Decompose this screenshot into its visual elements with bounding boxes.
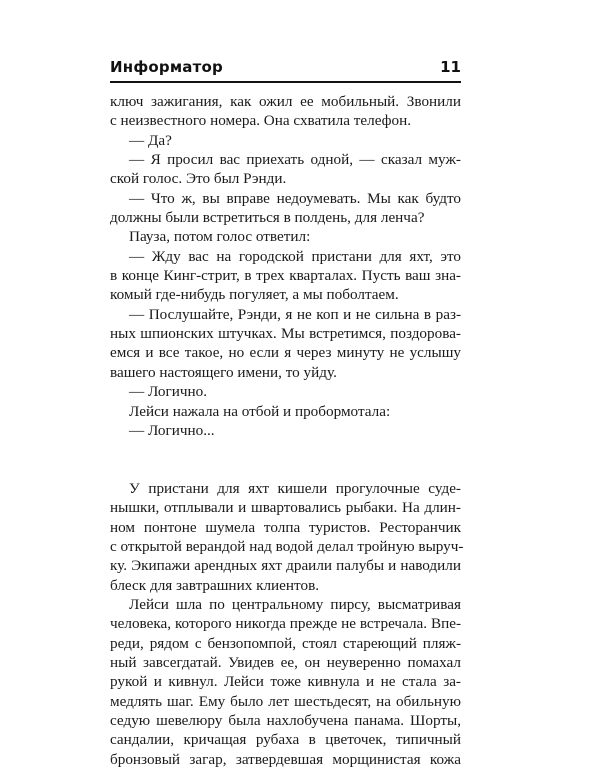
text-line: Пауза, потом голос ответил: xyxy=(129,228,311,246)
text-line: должны были встретиться в полдень, для ленча? xyxy=(110,209,425,227)
text-line: — Логично... xyxy=(129,421,215,439)
text-line: с неизвестного номера. Она схватила телефон. xyxy=(110,112,411,130)
running-title: Информатор xyxy=(110,58,223,76)
text-line: комый где-нибудь погуляет, а мы поболтаем. xyxy=(110,286,399,304)
text-line: вашего настоящего имени, то уйду. xyxy=(110,363,337,381)
text-line: в конце Кинг-стрит, в трех кварталах. Пусть ваш зна- xyxy=(110,267,461,285)
text-line: — Послушайте, Рэнди, я не коп и не сильна в раз- xyxy=(129,305,461,323)
text-line: У пристани для яхт кишели прогулочные суде- xyxy=(129,479,461,497)
header-rule xyxy=(110,81,461,83)
text-line: — Что ж, вы вправе недоумевать. Мы как будто xyxy=(129,189,461,207)
section-break xyxy=(110,440,461,479)
text-line: седую шевелюру была нахлобучена панама. Шорты, xyxy=(110,712,461,729)
text-line: ный завсегдатай. Увидев ее, он неуверенно помахал xyxy=(110,653,461,671)
text-line: с открытой верандой над водой делал тройную выруч- xyxy=(110,537,464,555)
text-line: ном понтоне шумела толпа туристов. Ресторанчик xyxy=(110,518,461,536)
text-line: — Я просил вас приехать одной, — сказал муж- xyxy=(129,151,461,169)
text-line: ской голос. Это был Рэнди. xyxy=(110,170,287,188)
text-line: ключ зажигания, как ожил ее мобильный. Звонили xyxy=(110,93,461,110)
text-line: ных шпионских штучках. Мы встретимся, поздорова- xyxy=(110,325,461,343)
text-line: Лейси нажала на отбой и пробормотала: xyxy=(129,402,391,420)
text-line: реди, рядом с бензопомпой, стоял стареющий пляж- xyxy=(110,634,461,652)
text-line: емся и все такое, но если я через минуту не услышу xyxy=(110,344,461,362)
page-header xyxy=(110,56,461,82)
text-line: Лейси шла по центральному пирсу, высматривая xyxy=(129,595,461,613)
text-line: — Жду вас на городской пристани для яхт, это xyxy=(129,247,461,265)
text-line: медлять шаг. Ему было лет шестьдесят, на обильную xyxy=(110,692,461,710)
text-line: нышки, отплывали и швартовались рыбаки. На длин- xyxy=(110,499,461,517)
page-number: 11 xyxy=(440,58,461,76)
text-line: ку. Экипажи арендных яхт драили палубы и наводили xyxy=(110,557,461,575)
text-line: рукой и кивнул. Лейси тоже кивнула и не стала за- xyxy=(110,673,461,691)
text-line: сандалии, кричащая рубаха в цветочек, типичный xyxy=(110,731,461,749)
text-line: блеск для завтрашних клиентов. xyxy=(110,576,320,594)
body-text xyxy=(110,92,464,769)
text-line: бронзовый загар, затвердевшая морщинистая кожа xyxy=(110,750,461,768)
text-line: человека, которого никогда прежде не встречала. Впе- xyxy=(110,615,461,633)
text-line: — Логично. xyxy=(129,383,208,401)
text-line: — Да? xyxy=(129,131,172,149)
